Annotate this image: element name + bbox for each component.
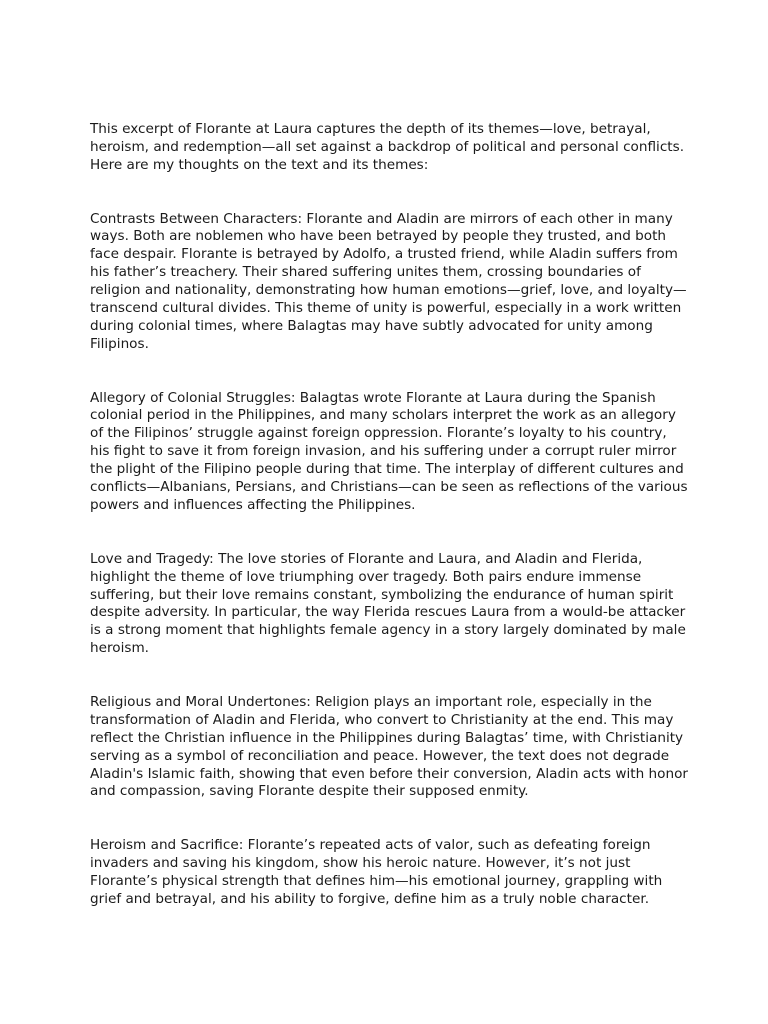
religious-and-moral-undertones-paragraph: Religious and Moral Undertones: Religion plays an important role, especially in the transformation of Aladin and Flerida, who convert to Christianity at the end. This may reflect the Christian influence in the Philippines during Balagtas’ time, with Christianity serving as a symbol of reconciliation and peace. However, the text does not degrade Aladin's Islamic faith, showing that even before their conversion, Aladin acts with honor and compassion, saving Florante despite their supposed enmity. xyxy=(90,693,688,800)
heroism-and-sacrifice-paragraph: Heroism and Sacrifice: Florante’s repeated acts of valor, such as defeating foreign invaders and saving his kingdom, show his heroic nature. However, it’s not just Florante’s physical strength that defines him—his emotional journey, grappling with grief and betrayal, and his ability to forgive, define him as a truly noble character. xyxy=(90,837,663,907)
allegory-of-colonial-struggles-paragraph: Allegory of Colonial Struggles: Balagtas wrote Florante at Laura during the Spanish colonial period in the Philippines, and many scholars interpret the work as an allegory of the Filipinos’ struggle against foreign oppression. Florante’s loyalty to his country, his fight to save it from foreign invasion, and his suffering under a corrupt ruler mirror the plight of the Filipino people during that time. The interplay of different cultures and conflicts—Albanians, Persians, and Christians—can be seen as reflections of the various powers and influences affecting the Philippines. xyxy=(90,389,688,513)
love-and-tragedy-paragraph: Love and Tragedy: The love stories of Florante and Laura, and Aladin and Flerida, highlight the theme of love triumphing over tragedy. Both pairs endure immense suffering, but their love remains constant, symbolizing the endurance of human spirit despite adversity. In particular, the way Flerida rescues Laura from a would-be attacker is a strong moment that highlights female agency in a story largely dominated by male heroism. xyxy=(90,550,686,657)
intro-paragraph: This excerpt of Florante at Laura captures the depth of its themes—love, betrayal, heroism, and redemption—all set against a backdrop of political and personal conflicts. Here are my thoughts on the text and its themes: xyxy=(90,121,685,173)
document-body xyxy=(90,121,690,909)
contrasts-between-characters-paragraph: Contrasts Between Characters: Florante and Aladin are mirrors of each other in many ways. Both are noblemen who have been betrayed by people they trusted, and both face despair. Florante is betrayed by Adolfo, a trusted friend, while Aladin suffers from his father’s treachery. Their shared suffering unites them, crossing boundaries of religion and nationality, demonstrating how human emotions—grief, love, and loyalty—transcend cultural divides. This theme of unity is powerful, especially in a work written during colonial times, where Balagtas may have subtly advocated for unity among Filipinos. xyxy=(90,210,687,352)
